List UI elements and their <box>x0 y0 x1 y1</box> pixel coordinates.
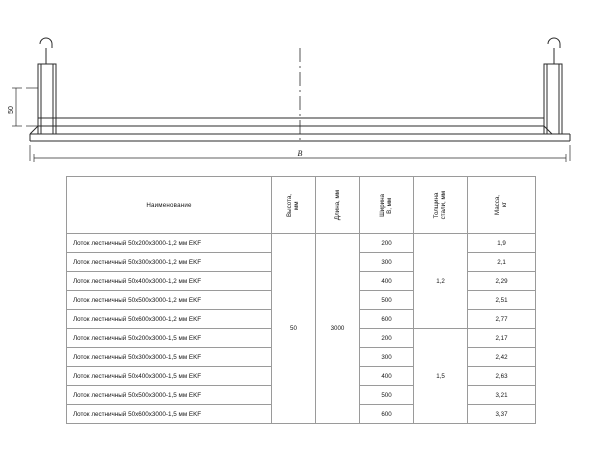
dimension-width-label: B <box>297 149 303 158</box>
cell-name: Лоток лестничный 50x600x3000-1,2 мм EKF <box>67 310 272 329</box>
cell-mass: 2,77 <box>468 310 536 329</box>
specification-table <box>66 176 536 424</box>
column-header-width-line2: B, мм <box>386 196 394 214</box>
technical-drawing <box>0 0 600 172</box>
table-header-row <box>67 177 536 234</box>
cell-length-merged: 3000 <box>316 234 360 424</box>
cell-width: 600 <box>360 405 414 424</box>
cell-width: 500 <box>360 291 414 310</box>
cell-width: 400 <box>360 272 414 291</box>
column-header-width <box>360 177 414 234</box>
cell-mass: 2,1 <box>468 253 536 272</box>
cell-thickness-merged-1: 1,2 <box>414 234 468 329</box>
cell-name: Лоток лестничный 50x600x3000-1,5 мм EKF <box>67 405 272 424</box>
cell-mass: 1,9 <box>468 234 536 253</box>
cell-mass: 2,51 <box>468 291 536 310</box>
cell-width: 200 <box>360 234 414 253</box>
cell-width: 400 <box>360 367 414 386</box>
cell-thickness-merged-2: 1,5 <box>414 329 468 424</box>
cell-mass: 3,37 <box>468 405 536 424</box>
table-row <box>67 234 536 253</box>
column-header-name: Наименование <box>67 177 272 234</box>
cell-name: Лоток лестничный 50x200x3000-1,2 мм EKF <box>67 234 272 253</box>
specification-table-wrapper <box>66 176 535 424</box>
cell-name: Лоток лестничный 50x400x3000-1,2 мм EKF <box>67 272 272 291</box>
tray-cross-section-svg <box>0 0 600 172</box>
column-header-mass <box>468 177 536 234</box>
cell-name: Лоток лестничный 50x300x3000-1,5 мм EKF <box>67 348 272 367</box>
column-header-thickness-line2: стали, мм <box>440 190 448 220</box>
column-header-mass-line2: кг <box>501 202 509 208</box>
cell-name: Лоток лестничный 50x200x3000-1,5 мм EKF <box>67 329 272 348</box>
column-header-length-line1: Длина, мм <box>333 189 341 221</box>
cell-mass: 2,42 <box>468 348 536 367</box>
cell-mass: 3,21 <box>468 386 536 405</box>
cell-width: 600 <box>360 310 414 329</box>
column-header-mass-line1: Масса, <box>494 194 502 215</box>
column-header-thickness <box>414 177 468 234</box>
cell-width: 200 <box>360 329 414 348</box>
cell-name: Лоток лестничный 50x300x3000-1,2 мм EKF <box>67 253 272 272</box>
cell-width: 300 <box>360 348 414 367</box>
dimension-height-label: 50 <box>8 106 15 114</box>
cell-name: Лоток лестничный 50x500x3000-1,5 мм EKF <box>67 386 272 405</box>
column-header-thickness-line1: Толщина <box>433 192 441 218</box>
cell-height-merged: 50 <box>272 234 316 424</box>
column-header-height-line1: Высота, <box>286 193 294 217</box>
cell-mass: 2,17 <box>468 329 536 348</box>
column-header-width-line1: Ширина <box>379 193 387 217</box>
column-header-length <box>316 177 360 234</box>
cell-name: Лоток лестничный 50x500x3000-1,2 мм EKF <box>67 291 272 310</box>
column-header-height <box>272 177 316 234</box>
cell-width: 500 <box>360 386 414 405</box>
cell-mass: 2,63 <box>468 367 536 386</box>
cell-name: Лоток лестничный 50x400x3000-1,5 мм EKF <box>67 367 272 386</box>
column-header-height-line2: мм <box>293 200 301 210</box>
table-header <box>67 177 536 234</box>
cell-width: 300 <box>360 253 414 272</box>
cell-mass: 2,29 <box>468 272 536 291</box>
table-body <box>67 234 536 424</box>
